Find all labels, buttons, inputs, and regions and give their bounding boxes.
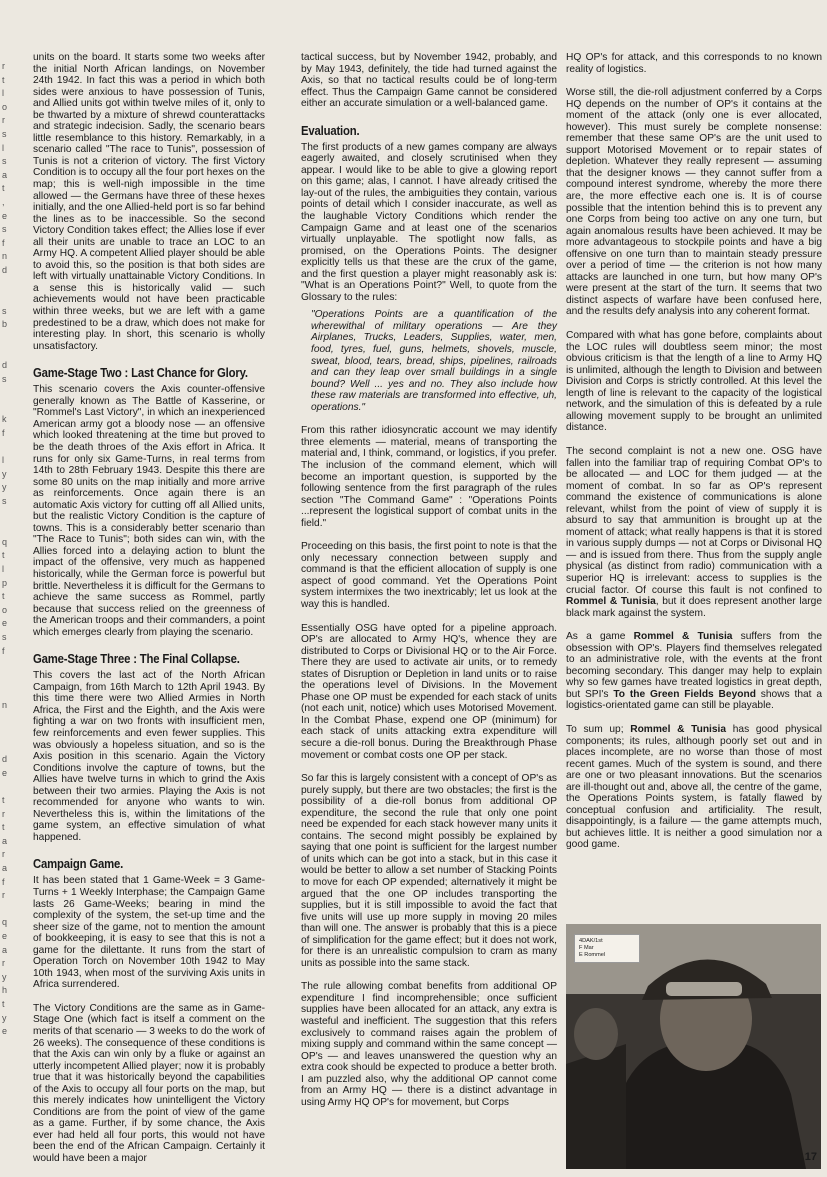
margin-char [2, 291, 10, 305]
margin-char: l [2, 455, 4, 466]
margin-char: d [2, 264, 8, 275]
margin-char: r [2, 115, 5, 126]
margin-char [2, 522, 10, 536]
margin-char: s [2, 496, 7, 506]
margin-char [2, 903, 10, 917]
margin-char: n [2, 699, 8, 710]
margin-char [2, 386, 10, 400]
margin-char: r [2, 958, 5, 969]
paragraph-text: , but it does represent another large black mark against the system. [566, 596, 822, 619]
margin-char: e [2, 210, 8, 221]
margin-char: a [2, 835, 8, 846]
section-heading: Campaign Game. [33, 857, 124, 872]
margin-char: n [2, 251, 8, 262]
margin-char: t [2, 998, 5, 1009]
margin-char: y [2, 468, 7, 479]
game-title: Rommel & Tunisia [566, 596, 656, 608]
margin-char [2, 672, 10, 686]
margin-char: d [2, 360, 8, 371]
caption-line: E Rommel [579, 952, 606, 958]
margin-fragments [2, 60, 10, 1039]
margin-char: , [2, 196, 5, 207]
paragraph-text: To sum up; [566, 723, 624, 735]
paragraph [566, 724, 822, 851]
margin-char: o [2, 101, 8, 112]
paragraph: Worse still, the die-roll adjustment conferred by a Corps HQ depends on the number of OP's it contains at the moment of the attack (only one is ever allocated, however). This must surely be complete nonsense: remember that these same OP's are the unit used to support Motorised Movement or to repair states of depletion. Whatever they really represent — assuming that the designer knows — they cannot suffer from a compound interest syndrome, whereby the more there are, the more effective each one is. It is of course possible that the intention behind this is to prevent any one Corps from being too active on any one turn, but again anomalous results have been achieved. It may be more advantageous to stockpile points and have a big offensive on one turn than to maintain steady pressure over a period of time — the criterion is not how many attacks are launched in one turn, but how many OP's were present at the start of the turn. It seems that two distinct aspects of warfare have been confused here, and the results defy analysis into any coherent format. [566, 87, 822, 318]
margin-char [2, 400, 10, 414]
figure-left-head [574, 1008, 618, 1060]
paragraph: The Victory Conditions are the same as in Game-Stage One (which fact is itself a comment on the merits of that scenario — 3 weeks to do the work of 26 weeks). The consequence of these conditions is that the Axis can win only by a fluke or against an utterly incompetent Allied player; now it is probably true that it was historically beyond the capabilities of the Axis to occupy all four ports on the map, but this merely indicates how unintelligent the Victory Conditions are from the point of view of the game as a game. Further, if by some chance, the Axis ever had held all four ports, this would not have been the end of the African Campaign. Certainly it would have been a major [33, 1002, 265, 1165]
paragraph-text: suffers from the obsession with OP's. Players find themselves relegated to an administrative role, with the events at the front becoming secondary. This danger may help to explain why so few games have treated logistics in great depth, but SPI's [566, 631, 822, 700]
margin-char: s [2, 631, 7, 642]
paragraph [566, 446, 822, 619]
section-heading: Game-Stage Two : Last Chance for Glory. [33, 366, 248, 381]
margin-char: y [2, 1012, 7, 1023]
game-title: Rommel & Tunisia [630, 723, 727, 735]
margin-char: a [2, 863, 8, 874]
margin-char: r [2, 849, 5, 860]
margin-char: s [2, 305, 7, 316]
margin-char: t [2, 183, 5, 194]
figure-left [566, 1044, 626, 1169]
paragraph: The first products of a new games company are always eagerly awaited, and closely scrutinised when they appear. I would like to be able to give a glowing report on this game; alas, I cannot. I have already critised the lay-out of the rules, the ambiguities they contain, various points of detail which I consider inaccurate, as well as the laughable Victory Conditions which render the Campaign Game and at least one of the scenarios virtually unplayable. The spotlight now falls, as promised, on the Operations Points. The designer explicitly tells us that these are the crux of the game, and the first question a player might reasonably ask is: "What is an Operations Point?" Well, to quote from the Glossary to the rules: [301, 141, 557, 303]
margin-char: p [2, 577, 8, 588]
margin-char: t [2, 795, 5, 806]
margin-char: d [2, 754, 8, 765]
margin-char: a [2, 944, 8, 955]
quote-text: "Operations Points are a quantification of the wherewithal of military operations — Are they Airplanes, Trucks, Leaders, Supplies, water, men, food, tyres, fuel, guns, helmets, shovels, muscle, sweat, blood, tears, bread, ships, pipelines, railroads and can they leap over small buildings in a single bound? Well ... yes and no. They also include how these raw materials are transformed into effective, uh, operations." [311, 309, 557, 413]
game-title: To the Green Fields Beyond [613, 688, 756, 700]
column-left [33, 52, 265, 1177]
paragraph: From this rather idiosyncratic account we may identify three elements — material, means of transporting the material and, I think, command, or logistics, if you prefer. The inclusion of the command element, which will become an important question, is supported by the following sentence from the first paragraph of the rules section "The Command Game" : "Operations Points ...represent the logistical support of combat units in the field." [301, 425, 557, 529]
margin-char: t [2, 591, 5, 602]
margin-char: l [2, 563, 4, 574]
margin-char: o [2, 604, 8, 615]
margin-char: r [2, 890, 5, 901]
glossary-quote [311, 309, 557, 413]
margin-char: r [2, 808, 5, 819]
caption-line: 4DAK/1st [579, 938, 603, 944]
margin-char: h [2, 985, 8, 996]
paragraph: units on the board. It starts some two weeks after the initial North African landings, on November 24th 1942. In fact this was a period in which both sides were anxious to have possession of Tunis, and Allied units got within twelve miles of it, only to be thwarted by a mixture of shrewd counterattacks and strategic indecision. Sadly, the scenario bears little resemblance to this history. Remarkably, in a scenario called "The race to Tunis", possession of Tunis is not a criterion of victory. The first Victory Condition is to occupy all the four port hexes on the map; this is well-nigh impossible in the time allowed — the Germans have three of these hexes initially, and the one Allied-held port is so far behind the lines as to be inaccessible. So the second Victory Condition takes effect; the Allies lose if ever all their units are unable to trace an LOC to an Army HQ. A competent Allied player should be able to avoid this, so the position is that both sides are left with virtually unattainable Victory Conditions. In a sense this is historically valid — such achievements would not have been practicable within three weeks, but we are left with a game predestined to be a draw, which does not make for interesting play. In short, this scenario is wholly unsatisfactory. [33, 52, 265, 352]
margin-char [2, 780, 10, 794]
margin-char: e [2, 618, 8, 629]
margin-char: l [2, 88, 4, 99]
margin-char: b [2, 319, 8, 330]
margin-char: s [2, 224, 7, 235]
margin-char: l [2, 142, 4, 153]
margin-char [2, 658, 10, 672]
paragraph-text: has good physical components; its rules, although poorly set out and in places incomplete, are no worse than those of most recent games. Much of the system is sound, and there are one or two pleasant innovations. But the scenarios are ill-thought out and, above all, the centre of the game, the Operations Points system, is fatally flawed by conceptual confusion and artificiality. The result, disappointingly, is a failure — the game attempts much, but achieves little. It is neither a good simulation nor a good game. [566, 723, 822, 851]
margin-char: f [2, 876, 5, 887]
margin-char [2, 713, 10, 727]
paragraph: Essentially OSG have opted for a pipeline approach. OP's are allocated to Army HQ's, whence they are distributed to Corps or Divisional HQ or to the Air Force. There they are used to activate air units, or to remedy states of Disruption or Depletion in land units or to raise the operations level of Divisions. In the Movement Phase one OP must be expended for each stack of units (not each unit, notice) which uses Motorised Movement. In the Combat Phase, expend one OP (minimum) for each stack of units attacking extra expenditure will secure a die-roll bonus. During the Breakthrough Phase movement or combat costs one OP per stack. [301, 622, 557, 761]
margin-char [2, 278, 10, 292]
paragraph: It has been stated that 1 Game-Week = 3 Game-Turns + 1 Weekly Interphase; the Campaign Game lasts 26 Game-Weeks; bearing in mind the complexity of the system, the set-up time and the sheer size of the game, not to mention the amount of bookkeeping, it is easy to see that this is not a game for the dilettante. It runs from the start of Operation Torch on November 10th 1942 to May 10th 1943, when most of the surviving Axis units in Africa surrendered. [33, 875, 265, 991]
column-middle [301, 52, 557, 1120]
column-right [566, 52, 822, 863]
margin-char: q [2, 917, 8, 928]
margin-char [2, 509, 10, 523]
paragraph: This covers the last act of the North African Campaign, from 16th March to 12th April 1943. By this time there were two Allied Armies in North Africa, the First and the Eighth, and the Axis were fighting a war on two fronts with insufficient men, few reinforcements and even fewer supplies. This was obviously a hopeless situation, and so is the Axis position in this scenario. Again the Victory Conditions involve the capture of towns, but the Allies have twelve turns in which to grind the Axis between their two armies. Playing the Axis is not recommended for anyone who wants to win. Nevertheless this is, within the limitations of the game system, an effective simulation of what happened. [33, 670, 265, 843]
paragraph: Proceeding on this basis, the first point to note is that the only necessary connection between supply and command is that the efficient allocation of supply is one aspect of good command. Yet the Operations Point system intermixes the two inextricably; let us look at the way this is handled. [301, 541, 557, 610]
margin-char: a [2, 169, 8, 180]
margin-char: s [2, 373, 7, 384]
paragraph: HQ OP's for attack, and this corresponds to no known reality of logistics. [566, 52, 822, 75]
page-number: 17 [804, 1151, 817, 1163]
margin-char: e [2, 767, 8, 778]
margin-char: f [2, 237, 5, 248]
paragraph: Compared with what has gone before, complaints about the LOC rules will doubtless seem minor; the most obvious criticism is that the length of a line to Army HQ is unlimited, although the length to Division and between Division and Corps is strictly controlled. At this level the length of line is relevant to the capacity of the logistical network, and the simulation of this is defeated by a rule allowing movement supply to be brought an unlimited distance. [566, 330, 822, 434]
rommel-photo [566, 924, 821, 1169]
margin-char [2, 441, 10, 455]
margin-char: y [2, 971, 7, 982]
paragraph: So far this is largely consistent with a concept of OP's as purely supply, but there are two obstacles; the first is the possibility of a die-roll bonus from additional OP expenditure, the second the rule that only one point need be expended for each stack however many units it contains. The second might possibly be explained by saying that one point is sufficient for the largest number of units which can be got into a stack, but in this case it would be better to allow a set number of Stacking Points to move for each OP expended; alternatively it might be argued that the one OP includes transporting the supplies, but it is still impossible to avoid the fact that five units will use up more supply in moving 20 miles than will one. The answer is probably that this is a piece of simplification for the game effect; but it does not work, for there is an unrealistic compulsion to cram as many units as possible into the same stack. [301, 773, 557, 969]
paragraph-text: The second complaint is not a new one. OSG have fallen into the familiar trap of requiring Combat OP's to be allocated — and LOC for them judged — at the moment of combat. In so far as OP's represent command the existence of communications is alone relevant, whilst from the point of view of supply it is absurd to say that ammunition is brought up at the moment of attack; what really happens is that it is stored in various supply dumps — not at Corps or Divisonal HQ — and is issued from there. Thus from the supply angle physical (as distinct from radio) communication with a superior HQ is irrelevant: access to supplies is the crucial factor. Of course this fault is not confined to [566, 445, 822, 596]
figure-goggles [666, 982, 742, 996]
margin-char: s [2, 156, 7, 167]
paragraph: tactical success, but by November 1942, probably, and by May 1943, definitely, the tide had turned against the Axis, so that no tactical results could be of long-term effect. Thus the Campaign Game cannot be considered either an accurate simulation or a well-balanced game. [301, 52, 557, 110]
paragraph [566, 631, 822, 712]
margin-char: k [2, 414, 7, 425]
margin-char: t [2, 822, 5, 833]
margin-char [2, 740, 10, 754]
margin-char: f [2, 428, 5, 439]
photo-caption [574, 934, 640, 963]
paragraph: This scenario covers the Axis counter-offensive generally known as The Battle of Kasserine, or "Rommel's Last Victory", in which an inexperienced American army got a bloody nose — an offensive which looked threatening at the time but proved to be the death throes of the Axis effort in Africa. It runs for only six Game-Turns, in real terms from 14th to 28th February 1943. Despite this there are some 80 units on the map initially and more arrive as reinforcements. Once again there is an automatic Axis victory for cutting off all Allied units, but the realistic Victory Condition is the capture of towns. This is a considerably better scenario than "The Race to Tunis"; both sides can win, with the Allies forced into a delaying action to blunt the impact of the offensive, very much as happened historically, while the German force is powerful but brittle. Nevertheless it is difficult for the Germans to achieve the same success as Rommel, partly because that success relied on the greenness of the American troops and their commanders, a point which emerges clearly from playing the scenario. [33, 384, 265, 638]
margin-char: t [2, 550, 5, 561]
margin-char: f [2, 645, 5, 656]
caption-line: F Mar [579, 945, 594, 951]
game-title: Rommel & Tunisia [633, 631, 733, 643]
margin-char: t [2, 74, 5, 85]
paragraph: The rule allowing combat benefits from additional OP expenditure I find incomprehensible; once sufficient supplies have been allocated for an attack, any extra is wasteful and inefficient. The suggestion that this refers exclusively to command raises again the problem of mixing supply and command within the same concept — OP's — and leaves unanswered the question why an extra cook should be expected to produce a better broth. I am puzzled also, why the additional OP cannot come from an Army HQ — there is a distinct advantage in using Army HQ OP's for movement, but Corps [301, 981, 557, 1108]
margin-char: e [2, 1026, 8, 1037]
margin-char [2, 345, 10, 359]
margin-char [2, 726, 10, 740]
margin-char: y [2, 482, 7, 493]
margin-char [2, 685, 10, 699]
margin-char: e [2, 931, 8, 941]
paragraph-text: shows that a logistics-orientated game can still be playable. [566, 688, 823, 712]
margin-char: r [2, 61, 5, 71]
margin-char [2, 332, 10, 346]
margin-char: q [2, 536, 8, 547]
paragraph-text: As a game [566, 631, 626, 643]
section-heading: Game-Stage Three : The Final Collapse. [33, 652, 240, 667]
margin-char: s [2, 128, 7, 139]
section-heading: Evaluation. [301, 123, 360, 138]
